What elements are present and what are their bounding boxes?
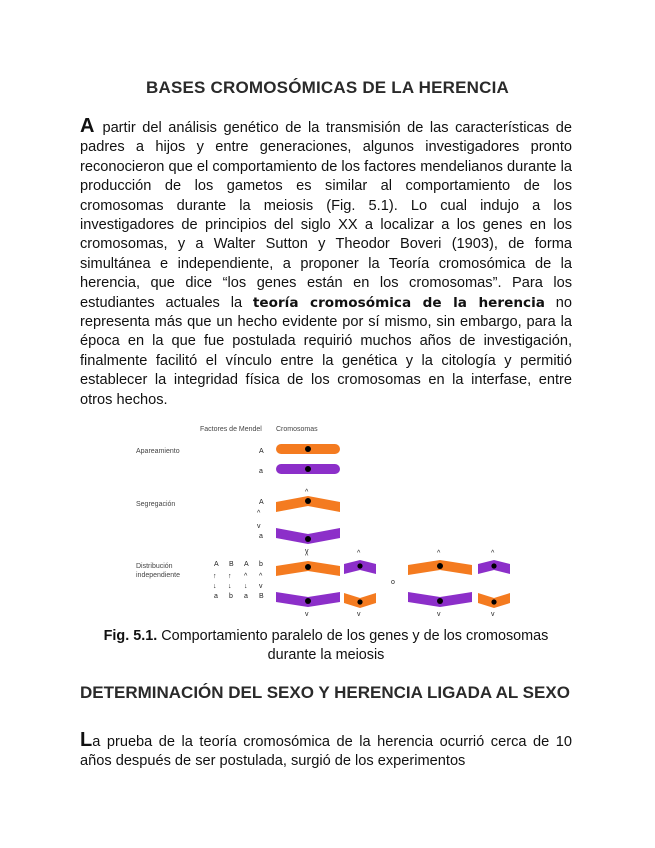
orange-chromosome-group1-top bbox=[276, 561, 340, 576]
orange-chromosome-group2-bottom bbox=[478, 593, 510, 608]
allele-A-row1: A bbox=[259, 448, 264, 455]
down-arrow-icon: v bbox=[437, 611, 441, 618]
header-mendel-factors: Factores de Mendel bbox=[200, 426, 262, 433]
second-paragraph bbox=[80, 731, 572, 772]
header-chromosomes: Cromosomas bbox=[276, 426, 318, 433]
purple-chromosome-group2-top bbox=[478, 560, 510, 574]
orange-chromosome-group1-bottom bbox=[344, 593, 376, 608]
dropcap-letter: L bbox=[80, 729, 93, 751]
allele-A-row2: A bbox=[259, 499, 264, 506]
down-arrow-icon: ↓ bbox=[228, 583, 232, 590]
paragraph-text-before: partir del análisis genético de la transmisión de las características de padres a hijos y entre generaciones, algunos investigadores pronto reconocieron que el comportamiento de los factores mendelianos durante la producción de los gametos es similar al comportamiento de los cromosomas durante la meiosis (Fig. 5.1). Lo cual indujo a los investigadores de principios del siglo XX a localizar a los genes en los cromosomas, y a Walter Sutton y Theodor Boveri (1903), de forma simultánea e independiente, a proponer la Teoría cromosómica de la herencia, que dice “los genes están en los cromosomas”. Para los estudiantes actuales la bbox=[80, 120, 572, 311]
meiosis-diagram bbox=[132, 420, 524, 620]
purple-chromosome-separating bbox=[276, 528, 340, 544]
allele-B-row3b: B bbox=[259, 593, 264, 600]
allele-B-row3: B bbox=[229, 561, 234, 568]
bold-term: teoría cromosómica de la herencia bbox=[252, 294, 545, 311]
up-arrow-icon: ^ bbox=[244, 573, 248, 580]
up-arrow-icon: ^ bbox=[259, 573, 263, 580]
up-arrow-icon: ↑ bbox=[228, 573, 232, 580]
down-arrow-icon: v bbox=[257, 523, 261, 530]
up-arrow-icon: ^ bbox=[437, 550, 441, 557]
allele-a-row3b: a bbox=[244, 593, 248, 600]
up-arrow-icon: ^ bbox=[305, 489, 309, 496]
allele-a-row2: a bbox=[259, 533, 263, 540]
intro-paragraph bbox=[80, 117, 572, 410]
up-arrow-icon: ^ bbox=[257, 510, 261, 517]
label-segregation: Segregación bbox=[136, 501, 176, 508]
orange-chromosome-group2-top bbox=[408, 560, 472, 575]
paragraph2-text: a prueba de la teoría cromosómica de la herencia ocurrió cerca de 10 años después de ser postulada, surgió de los experimentos bbox=[80, 734, 572, 770]
caption-text: Comportamiento paralelo de los genes y de los cromosomas durante la meiosis bbox=[161, 628, 549, 663]
purple-chromosome-group1-bottom bbox=[276, 592, 340, 607]
down-arrow-icon: v bbox=[305, 548, 309, 555]
caption-label: Fig. 5.1. bbox=[103, 628, 158, 644]
up-arrow-icon: ↑ bbox=[213, 573, 217, 580]
down-arrow-icon: v bbox=[305, 611, 309, 618]
label-independent: independiente bbox=[136, 572, 180, 579]
down-arrow-icon: v bbox=[357, 611, 361, 618]
allele-A-row3b: A bbox=[244, 561, 249, 568]
down-arrow-icon: ↓ bbox=[213, 583, 217, 590]
label-pairing: Apareamiento bbox=[136, 448, 180, 455]
down-arrow-icon: ↓ bbox=[244, 583, 248, 590]
allele-a-row3: a bbox=[214, 593, 218, 600]
up-arrow-icon: ^ bbox=[491, 550, 495, 557]
down-arrow-icon: v bbox=[491, 611, 495, 618]
orange-chromosome-pair-row1 bbox=[276, 444, 340, 454]
section-heading: DETERMINACIÓN DEL SEXO Y HERENCIA LIGADA AL SEXO bbox=[80, 683, 570, 702]
or-symbol: o bbox=[391, 579, 395, 586]
up-arrow-icon: ^ bbox=[305, 553, 309, 560]
allele-b-row3: b bbox=[259, 561, 263, 568]
allele-b-row3b: b bbox=[229, 593, 233, 600]
document-title: BASES CROMOSÓMICAS DE LA HERENCIA bbox=[146, 78, 509, 97]
paragraph-text-after: no representa más que un hecho evidente por sí mismo, sin embargo, para la época en la que fue postulada requirió muchos años de investigación, finalmente facilitó el vínculo entre la genética y la citología y permitió establecer la integridad física de los cromosomas en la interfase, entre otros hechos. bbox=[80, 294, 572, 408]
purple-chromosome-group1-top bbox=[344, 560, 376, 574]
orange-chromosome-separating bbox=[276, 496, 340, 512]
purple-chromosome-pair-row1 bbox=[276, 464, 340, 474]
meiosis-figure bbox=[132, 420, 524, 620]
dropcap-letter: A bbox=[80, 115, 95, 137]
allele-A-row3: A bbox=[214, 561, 219, 568]
purple-chromosome-group2-bottom bbox=[408, 592, 472, 607]
figure-caption bbox=[80, 627, 572, 665]
label-distribution: Distribución bbox=[136, 563, 173, 570]
down-arrow-icon: v bbox=[259, 583, 263, 590]
up-arrow-icon: ^ bbox=[357, 550, 361, 557]
allele-a-row1: a bbox=[259, 468, 263, 475]
